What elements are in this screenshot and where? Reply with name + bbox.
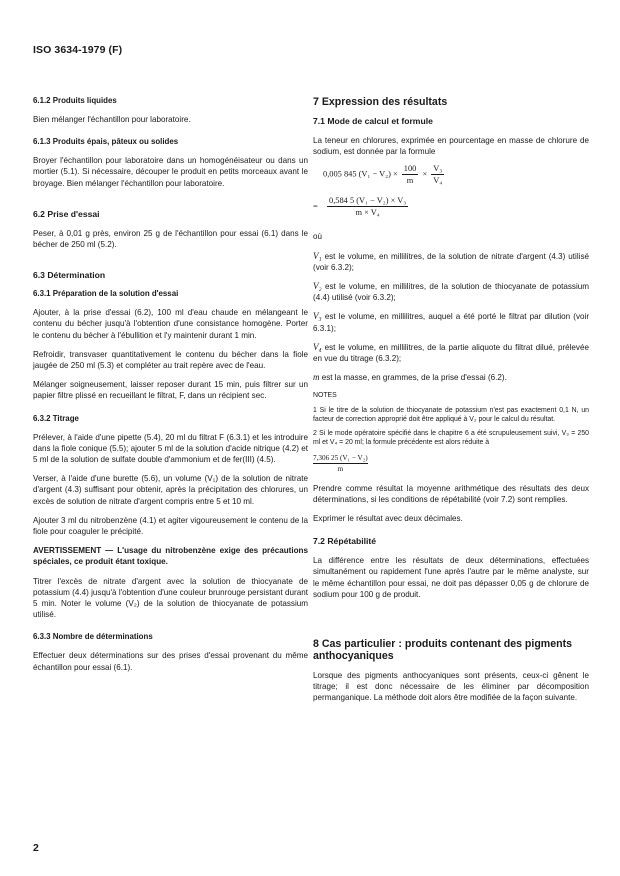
warning-notice: AVERTISSEMENT — L'usage du nitrobenzène exige des précautions spéciales, ce produit étant toxique. (33, 546, 308, 567)
where-label: où (313, 232, 323, 242)
variable-definition: m est la masse, en grammes, de la prise d'essai (6.2). (313, 372, 507, 383)
section-7-1-title: 7.1 Mode de calcul et formule (313, 116, 433, 126)
variable-definition: V₄ est le volume, en millilitres, de la partie aliquote du filtrat dilué, prélevée en vue du titrage (6.3.2); (313, 341, 589, 364)
section-6-3-2-paragraph-1: Prélever, à l'aide d'une pipette (5.4), 20 ml du filtrat F (6.3.1) et les introduire dans la fiole conique (5.5); ajouter 5 ml de la solution d'acide nitrique (4.2) et 5 ml de la solution de sulfate double d'ammonium et de fer(III) (4.5). (33, 432, 308, 465)
variable-definitions (313, 251, 589, 384)
note-2: 2 Si le mode opératoire spécifié dans le chapitre 6 a été scrupuleusement suivi, V₃ = 250 ml et V₄ = 20 ml; la formule précédente est alors réduite à (313, 430, 589, 447)
fraction-numerator: 100 (403, 164, 417, 174)
section-8-text: Lorsque des pigments anthocyaniques sont présents, ceux-ci gênent le titrage; il est donc nécessaire de les éliminer par décomposition permanganique. La méthode doit alors être modifiée de la façon suivante. (313, 671, 589, 703)
equals-sign: = (313, 202, 318, 212)
section-6-3-title: 6.3 Détermination (33, 270, 106, 281)
times-sign: × (422, 169, 428, 179)
fraction-denominator: V₄ (433, 176, 443, 186)
right-column (313, 96, 589, 704)
section-6-3-3-title: 6.3.3 Nombre de déterminations (33, 632, 153, 642)
notes-title: NOTES (313, 392, 337, 400)
page-number: 2 (33, 842, 39, 854)
notes-block (313, 391, 589, 474)
section-7-2-text: La différence entre les résultats de deux déterminations, effectuées simultanément ou rapidement l'une après l'autre par le même analyste, sur le même échantillon pour essai, ne doit pas dépasser 0,05 g de chlorure de sodium pour 100 g de produit. (313, 556, 589, 599)
section-6-3-1-paragraph-1: Ajouter, à la prise d'essai (6.2), 100 ml d'eau chaude en mélangeant le contenu du bécher jusqu'à l'obtention d'une consistance homogène. Porter le contenu du bécher à l'ébullition et l'y maintenir durant 1 min. (33, 308, 308, 340)
formula-fraction-100-m (402, 163, 419, 186)
section-7-title: 7 Expression des résultats (313, 96, 448, 108)
section-6-2-text: Peser, à 0,01 g près, environ 25 g de l'échantillon pour essai (6.1) dans le bécher de 250 ml (5.2). (33, 228, 308, 250)
fraction-numerator: V₃ (433, 164, 443, 174)
section-6-3-1-paragraph-3: Mélanger soigneusement, laisser reposer durant 15 min, puis filtrer sur un papier filtre plissé en recueillant le filtrat, F, dans un récipient sec. (33, 380, 308, 401)
section-6-1-2-title: 6.1.2 Produits liquides (33, 96, 117, 105)
section-7-1-paragraph-3: Exprimer le résultat avec deux décimales. (313, 514, 463, 524)
section-6-3-2-title: 6.3.2 Titrage (33, 413, 79, 423)
formula-simplified-fraction (327, 195, 408, 218)
fraction-denominator: m × V₄ (355, 208, 380, 218)
section-6-3-1-title: 6.3.1 Préparation de la solution d'essai (33, 289, 179, 299)
section-6-3-2-paragraph-2: Verser, à l'aide d'une burette (5.6), un volume (V₁) de la solution de nitrate d'argent (4.3) suffisant pour obtenir, après la précipitation des chlorures, un excès de solution de nitrate d'argent compris entre 5 et 10 ml. (33, 474, 308, 506)
section-6-2-title: 6.2 Prise d'essai (33, 208, 100, 219)
section-6-3-2-paragraph-4: Titrer l'excès de nitrate d'argent avec la solution de thiocyanate de potassium (4.4) jusqu'à l'obtention d'une couleur brunrouge persistant durant 5 min. Noter le volume (V₂) de la solution de thiocyanate de potassium utilisé. (33, 576, 308, 620)
document-header: ISO 3634-1979 (F) (33, 44, 123, 56)
formula-main-lead: 0,005 845 (V₁ − V₂) × (323, 169, 398, 179)
section-7-2-title: 7.2 Répétabilité (313, 536, 377, 547)
note-1: 1 Si le titre de la solution de thiocyanate de potassium n'est pas exactement 0,1 N, un facteur de correction approprié doit être appliqué à V₂ pour le calcul du résultat. (313, 406, 589, 423)
variable-definition: V₁ est le volume, en millilitres, de la solution de nitrate d'argent (4.3) utilisé (voir 6.3.2); (313, 250, 590, 272)
formula-reduced (313, 453, 368, 474)
variable-definition: V₂ est le volume, en millilitres, de la solution de thiocyanate de potassium (4.4) utilisé (voir 6.3.2); (313, 281, 589, 303)
section-6-3-2-paragraph-3: Ajouter 3 ml du nitrobenzène (4.1) et agiter vigoureusement le contenu de la fiole pour coaguler le précipité. (33, 515, 308, 537)
section-6-1-2-text: Bien mélanger l'échantillon pour laboratoire. (33, 115, 191, 124)
formula-fraction-v3-v4 (431, 163, 444, 186)
formula-main (313, 157, 589, 195)
formula-simplified (313, 195, 589, 219)
section-8-title: 8 Cas particulier : produits contenant des pigments anthocyaniques (313, 638, 573, 663)
fraction-denominator: m (406, 176, 414, 186)
section-6-1-3-text: Broyer l'échantillon pour laboratoire dans un homogénéisateur ou dans un mortier (5.1). Si nécessaire, découper le produit en petits morceaux avant le broyage. Bien mélanger l'échantillon pour laboratoire. (33, 156, 308, 188)
fraction-denominator: m (337, 465, 344, 474)
section-7-1-paragraph-2: Prendre comme résultat la moyenne arithmétique des résultats des deux déterminations, si les conditions de répétabilité (voir 7.2) sont remplies. (313, 483, 589, 504)
fraction-numerator: 0,584 5 (V₁ − V₂) × V₃ (329, 196, 407, 206)
left-column (33, 96, 308, 673)
section-6-1-3-title: 6.1.3 Produits épais, pâteux ou solides (33, 137, 179, 147)
fraction-numerator: 7,306 25 (V₁ − V₂) (313, 454, 368, 463)
section-7-1-intro: La teneur en chlorures, exprimée en pourcentage en masse de chlorure de sodium, est donnée par la formule (313, 136, 589, 157)
section-6-3-1-paragraph-2: Refroidir, transvaser quantitativement le contenu du bécher dans la fiole jaugée de 250 ml (5.3) et compléter au trait repère avec de l'eau. (33, 349, 308, 371)
variable-definition: V₃ est le volume, en millilitres, auquel a été porté le filtrat par dilution (voir 6.3.1); (313, 311, 590, 333)
section-6-3-3-text: Effectuer deux déterminations sur des prises d'essai provenant du même échantillon pour essai (6.1). (33, 651, 308, 672)
